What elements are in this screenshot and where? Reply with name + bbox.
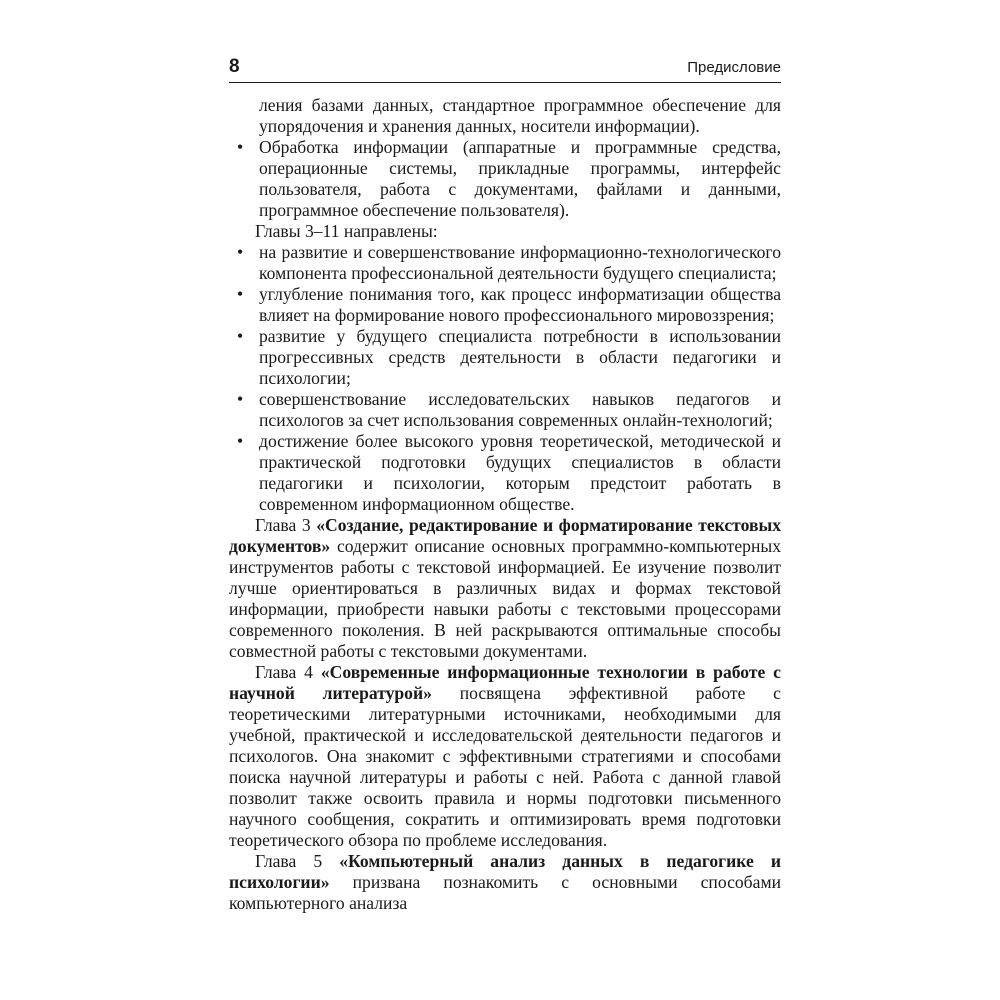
bullet-icon: • bbox=[237, 431, 244, 451]
list-item: • Обработка информации (аппаратные и программные средства, операционные системы, прикладные программы, интерфейс пользователя, работа с документами, файлами и данными, программное обеспечение пользователя). bbox=[237, 137, 781, 220]
page-number: 8 bbox=[229, 56, 240, 77]
chapter4-title: «Современные информационные технологии в работе с научной литературой» bbox=[229, 662, 781, 703]
book-page bbox=[229, 56, 781, 914]
bullet-icon: • bbox=[237, 284, 244, 304]
list-item: • углубление понимания того, как процесс информатизации общества влияет на формирование нового профессионального мировоззрения; bbox=[237, 284, 781, 325]
bullet-list-1 bbox=[229, 137, 781, 221]
section-title: Предисловие bbox=[687, 59, 781, 76]
chapters-intro: Главы 3–11 направлены: bbox=[255, 221, 438, 241]
chapter3-paragraph: Глава 3 «Создание, редактирование и форматирование текстовых документов» содержит описание основных программно-компьютерных инструментов работы с текстовой информацией. Ее изучение позволит лучше ориентироваться в различных видах и формах текстовой информации, приобрести навыки работы с текстовыми процессорами современного поколения. В ней раскрываются оптимальные способы совместной работы с текстовыми документами. bbox=[229, 515, 781, 661]
chapter5-title: «Компьютерный анализ данных в педагогике и психологии» bbox=[229, 851, 781, 892]
bullet-list-2 bbox=[229, 242, 781, 515]
list-item: • совершенствование исследовательских навыков педагогов и психологов за счет использования современных онлайн-технологий; bbox=[237, 389, 781, 430]
list-item: • достижение более высокого уровня теоретической, методической и практической подготовки будущих специалистов в области педагогики и психологии, которым предстоит работать в современном информационном обществе. bbox=[237, 431, 781, 514]
bullet-icon: • bbox=[237, 137, 244, 157]
chapter5-paragraph: Глава 5 «Компьютерный анализ данных в педагогике и психологии» призвана познакомить с основными способами компьютерного анализа bbox=[229, 851, 781, 913]
list-item: • на развитие и совершенствование информационно-технологического компонента профессиональной деятельности будущего специалиста; bbox=[237, 242, 781, 283]
bullet-icon: • bbox=[237, 242, 244, 262]
running-head bbox=[229, 56, 781, 83]
bullet-icon: • bbox=[237, 389, 244, 409]
list-item: • развитие у будущего специалиста потребности в использовании прогрессивных средств деятельности в области педагогики и психологии; bbox=[237, 326, 781, 388]
continuation-paragraph: ления базами данных, стандартное программное обеспечение для упорядочения и хранения данных, носители информации). bbox=[259, 95, 781, 136]
body-text bbox=[229, 95, 781, 914]
chapter3-title: «Создание, редактирование и форматирование текстовых документов» bbox=[229, 515, 781, 556]
bullet-icon: • bbox=[237, 326, 244, 346]
chapter4-paragraph: Глава 4 «Современные информационные технологии в работе с научной литературой» посвящена эффективной работе с теоретическими литературными источниками, необходимыми для учебной, практической и исследовательской деятельности педагогов и психологов. Она знакомит с эффективными стратегиями и способами поиска научной литературы и работы с ней. Работа с данной главой позволит также освоить правила и нормы подготовки письменного научного сообщения, сократить и оптимизировать время подготовки теоретического обзора по проблеме исследования. bbox=[229, 662, 781, 850]
